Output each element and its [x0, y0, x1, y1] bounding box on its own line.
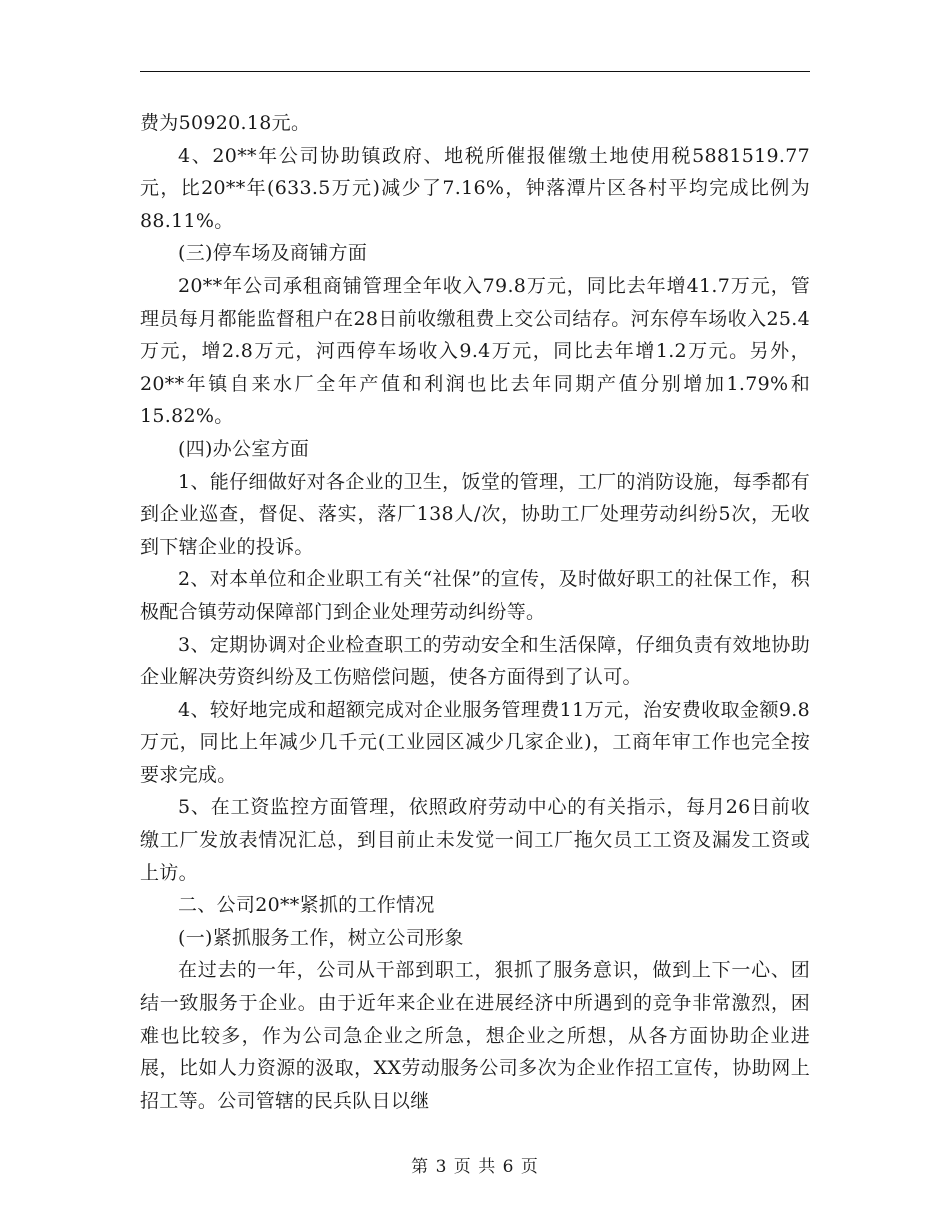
paragraph: 5、在工资监控方面管理，依照政府劳动中心的有关指示，每月26日前收缴工厂发放表情况汇总，到目前止未发觉一间工厂拖欠员工工资及漏发工资或上访。 [140, 796, 810, 884]
section-heading: (四)办公室方面 [178, 437, 310, 460]
section-heading: 二、公司20**紧抓的工作情况 [178, 894, 435, 917]
paragraph: 20**年公司承租商铺管理全年收入79.8万元，同比去年增41.7万元，管理员每月都能监督租户在28日前收缴租费上交公司结存。河东停车场收入25.4万元，增2.8万元，河西停车场收入9.4万元，同比去年增1.2万元。另外，20**年镇自来水厂全年产值和利润也比去年同期产值分别增加1.79%和15.82%。 [140, 274, 810, 428]
page-number: 第 3 页 共 6 页 [411, 1157, 539, 1177]
paragraph: 3、定期协调对企业检查职工的劳动安全和生活保障，仔细负责有效地协助企业解决劳资纠纷及工伤赔偿问题，使各方面得到了认可。 [140, 633, 810, 689]
paragraph: 1、能仔细做好对各企业的卫生，饭堂的管理，工厂的消防设施，每季都有到企业巡查，督促、落实，落厂138人/次，协助工厂处理劳动纠纷5次，无收到下辖企业的投诉。 [140, 470, 810, 558]
paragraph: 2、对本单位和企业职工有关“社保”的宣传，及时做好职工的社保工作，积极配合镇劳动保障部门到企业处理劳动纠纷等。 [140, 568, 810, 623]
paragraph: 4、20**年公司协助镇政府、地税所催报催缴土地使用税5881519.77元，比20**年(633.5万元)减少了7.16%，钟落潭片区各村平均完成比例为88.11%。 [140, 144, 810, 232]
paragraph: 4、较好地完成和超额完成对企业服务管理费11万元，治安费收取金额9.8万元，同比上年减少几千元(工业园区减少几家企业)，工商年审工作也完全按要求完成。 [140, 698, 810, 786]
section-heading: (一)紧抓服务工作，树立公司形象 [178, 926, 464, 949]
section-heading: (三)停车场及商铺方面 [178, 242, 368, 265]
header-rule [140, 71, 810, 72]
paragraph: 费为50920.18元。 [140, 112, 311, 134]
document-body [140, 107, 810, 1117]
paragraph: 在过去的一年，公司从干部到职工，狠抓了服务意识，做到上下一心、团结一致服务于企业。由于近年来企业在进展经济中所遇到的竞争非常激烈，困难也比较多，作为公司急企业之所急，想企业之所想，从各方面协助企业进展，比如人力资源的汲取，XX劳动服务公司多次为企业作招工宣传，协助网上招工等。公司管辖的民兵队日以继 [140, 959, 810, 1112]
